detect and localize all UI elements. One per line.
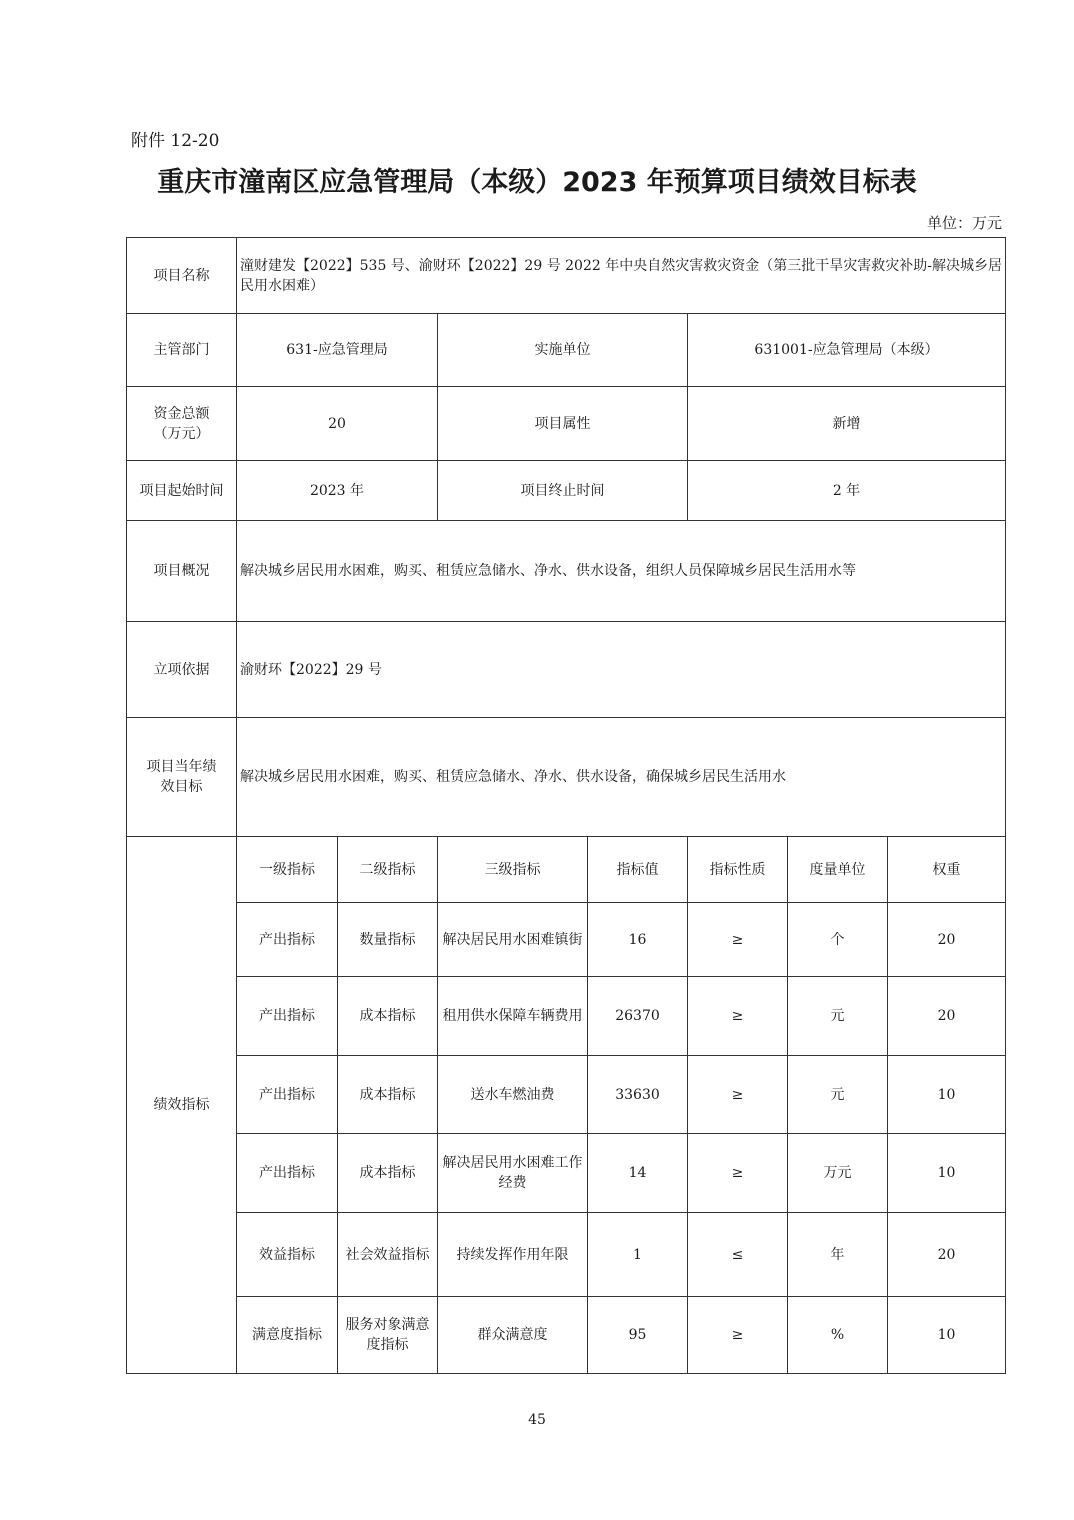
indicator-row	[127, 1213, 1006, 1297]
indicator-level3: 持续发挥作用年限	[438, 1213, 588, 1297]
indicator-level1: 产出指标	[237, 1056, 338, 1134]
indicator-weight: 10	[888, 1297, 1006, 1374]
indicator-unit: 元	[788, 977, 888, 1056]
indicator-level1: 满意度指标	[237, 1297, 338, 1374]
implementer-value: 631001-应急管理局（本级）	[688, 314, 1006, 387]
implementer-label: 实施单位	[438, 314, 688, 387]
indicator-weight: 20	[888, 903, 1006, 977]
indicator-level2	[338, 1297, 438, 1374]
row-goal	[127, 718, 1006, 837]
indicator-level1: 产出指标	[237, 903, 338, 977]
indicator-nature: ≥	[688, 1134, 788, 1213]
indicator-level2: 社会效益指标	[338, 1213, 438, 1297]
indicator-level2: 数量指标	[338, 903, 438, 977]
indicator-level1: 产出指标	[237, 977, 338, 1056]
indicator-value: 26370	[588, 977, 688, 1056]
row-basis	[127, 622, 1006, 718]
header-value: 指标值	[588, 837, 688, 903]
row-project-name	[127, 238, 1006, 314]
indicator-weight: 20	[888, 977, 1006, 1056]
attribute-label: 项目属性	[438, 387, 688, 461]
indicator-value: 33630	[588, 1056, 688, 1134]
indicator-level3: 租用供水保障车辆费用	[438, 977, 588, 1056]
project-name-value: 潼财建发【2022】535 号、渝财环【2022】29 号 2022 年中央自然灾害救灾资金（第三批干旱灾害救灾补助-解决城乡居民用水困难）	[237, 238, 1006, 314]
goal-label	[127, 718, 237, 837]
basis-value: 渝财环【2022】29 号	[237, 622, 1006, 718]
indicator-unit: 年	[788, 1213, 888, 1297]
row-funds	[127, 387, 1006, 461]
start-time-label: 项目起始时间	[127, 461, 237, 521]
goal-label-text: 项目当年绩效目标	[146, 759, 217, 795]
indicator-unit: 元	[788, 1056, 888, 1134]
indicator-level1: 效益指标	[237, 1213, 338, 1297]
unit-label: 单位：万元	[926, 214, 1002, 232]
indicator-level3: 群众满意度	[438, 1297, 588, 1374]
indicator-row	[127, 1134, 1006, 1213]
department-value: 631-应急管理局	[237, 314, 438, 387]
indicator-level3: 解决居民用水困难镇街	[438, 903, 588, 977]
indicator-nature: ≥	[688, 1056, 788, 1134]
indicator-value: 95	[588, 1297, 688, 1374]
funds-label-text: 资金总额（万元）	[153, 405, 210, 442]
header-nature: 指标性质	[688, 837, 788, 903]
document-title: 重庆市潼南区应急管理局（本级）2023 年预算项目绩效目标表	[157, 167, 917, 198]
header-level2: 二级指标	[338, 837, 438, 903]
overview-value: 解决城乡居民用水困难，购买、租赁应急储水、净水、供水设备，组织人员保障城乡居民生活用水等	[237, 521, 1006, 622]
end-time-label: 项目终止时间	[438, 461, 688, 521]
header-unit: 度量单位	[788, 837, 888, 903]
indicator-level2: 成本指标	[338, 1134, 438, 1213]
indicator-level3: 送水车燃油费	[438, 1056, 588, 1134]
indicator-level2-text: 服务对象满意度指标	[345, 1317, 430, 1353]
basis-label: 立项依据	[127, 622, 237, 718]
goal-value: 解决城乡居民用水困难，购买、租赁应急储水、净水、供水设备，确保城乡居民生活用水	[237, 718, 1006, 837]
funds-label	[127, 387, 237, 461]
indicator-header-row	[127, 837, 1006, 903]
indicator-level2: 成本指标	[338, 1056, 438, 1134]
indicator-level1: 产出指标	[237, 1134, 338, 1213]
funds-value: 20	[237, 387, 438, 461]
performance-table	[126, 237, 1006, 1374]
indicator-level2: 成本指标	[338, 977, 438, 1056]
indicator-row	[127, 1297, 1006, 1374]
indicator-weight: 20	[888, 1213, 1006, 1297]
header-level1: 一级指标	[237, 837, 338, 903]
attachment-label: 附件 12-20	[131, 131, 220, 151]
indicator-nature: ≥	[688, 903, 788, 977]
indicator-value: 16	[588, 903, 688, 977]
indicator-row	[127, 977, 1006, 1056]
header-level3: 三级指标	[438, 837, 588, 903]
start-time-value: 2023 年	[237, 461, 438, 521]
project-name-label: 项目名称	[127, 238, 237, 314]
indicator-nature: ≥	[688, 1297, 788, 1374]
department-label: 主管部门	[127, 314, 237, 387]
indicator-value: 1	[588, 1213, 688, 1297]
indicator-row	[127, 903, 1006, 977]
indicators-label: 绩效指标	[127, 837, 237, 1374]
indicator-nature: ≥	[688, 977, 788, 1056]
header-weight: 权重	[888, 837, 1006, 903]
indicator-row	[127, 1056, 1006, 1134]
row-time	[127, 461, 1006, 521]
indicator-level3: 解决居民用水困难工作经费	[438, 1134, 588, 1213]
indicator-nature: ≤	[688, 1213, 788, 1297]
attribute-value: 新增	[688, 387, 1006, 461]
indicator-value: 14	[588, 1134, 688, 1213]
row-overview	[127, 521, 1006, 622]
overview-label: 项目概况	[127, 521, 237, 622]
end-time-value: 2 年	[688, 461, 1006, 521]
indicator-unit: %	[788, 1297, 888, 1374]
row-department	[127, 314, 1006, 387]
indicator-unit: 万元	[788, 1134, 888, 1213]
indicator-weight: 10	[888, 1056, 1006, 1134]
page-number: 45	[528, 1412, 546, 1428]
indicator-weight: 10	[888, 1134, 1006, 1213]
indicator-unit: 个	[788, 903, 888, 977]
